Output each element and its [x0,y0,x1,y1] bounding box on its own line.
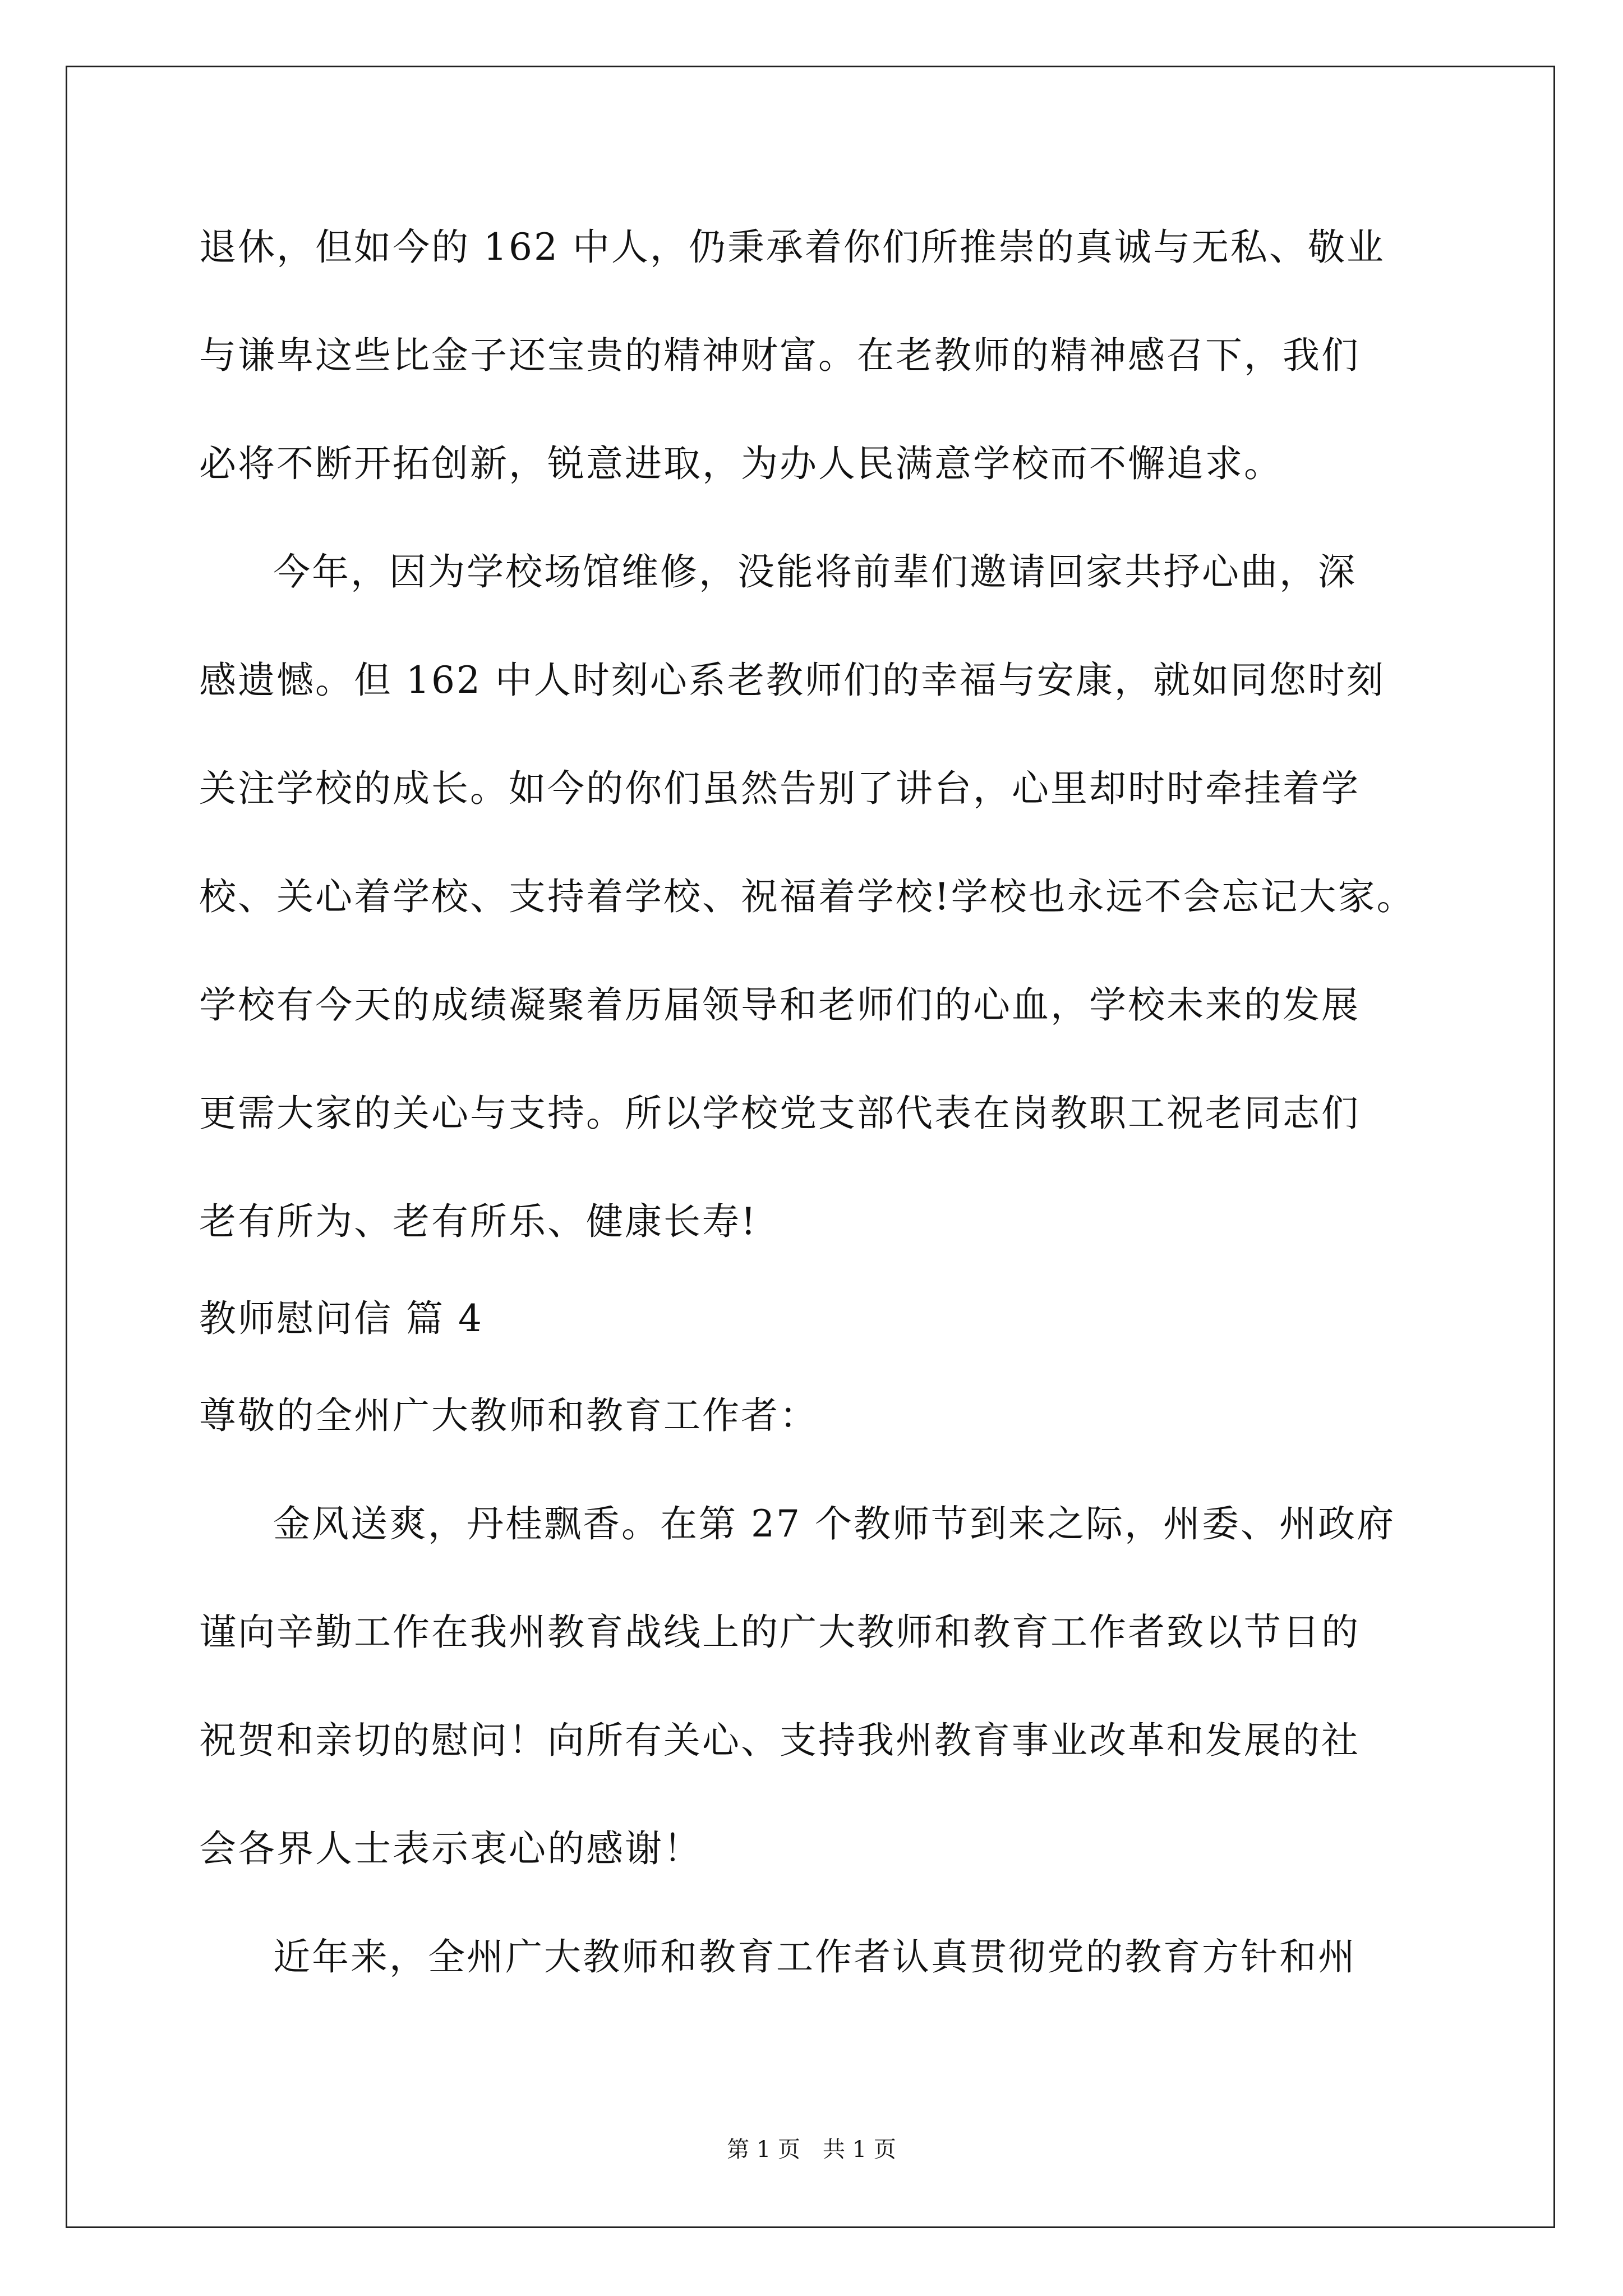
text-line: 与谦卑这些比金子还宝贵的精神财富。在老教师的精神感召下，我们 [199,334,1360,377]
text-line: 老有所为、老有所乐、健康长寿! [199,1200,758,1243]
salutation: 尊敬的全州广大教师和教育工作者： [199,1394,818,1437]
text-line: 会各界人士表示衷心的感谢！ [199,1827,702,1870]
text-line: 更需大家的关心与支持。所以学校党支部代表在岗教职工祝老同志们 [199,1092,1360,1135]
paragraph-first-line: 今年，因为学校场馆维修，没能将前辈们邀请回家共抒心曲，深 [273,550,1357,593]
section-heading: 教师慰问信 篇 4 [199,1297,483,1340]
text-line: 谨向辛勤工作在我州教育战线上的广大教师和教育工作者致以节日的 [199,1611,1360,1654]
text-line: 学校有今天的成绩凝聚着历届领导和老师们的心血，学校未来的发展 [199,983,1360,1027]
text-line: 退休，但如今的 162 中人，仍秉承着你们所推崇的真诚与无私、敬业 [199,226,1385,269]
text-line: 感遗憾。但 162 中人时刻心系老教师们的幸福与安康，就如同您时刻 [199,659,1385,702]
text-line: 关注学校的成长。如今的你们虽然告别了讲台，心里却时时牵挂着学 [199,767,1360,810]
text-line: 祝贺和亲切的慰问！向所有关心、支持我州教育事业改革和发展的社 [199,1719,1360,1762]
paragraph-first-line: 金风送爽，丹桂飘香。在第 27 个教师节到来之际，州委、州政府 [273,1502,1395,1545]
page-border [66,66,1555,2228]
text-line: 校、关心着学校、支持着学校、祝福着学校!学校也永远不会忘记大家。 [199,875,1415,918]
page-number: 第 1 页 共 1 页 [727,2137,896,2162]
paragraph-first-line: 近年来，全州广大教师和教育工作者认真贯彻党的教育方针和州 [273,1935,1357,1978]
text-line: 必将不断开拓创新，锐意进取，为办人民满意学校而不懈追求。 [199,442,1283,485]
